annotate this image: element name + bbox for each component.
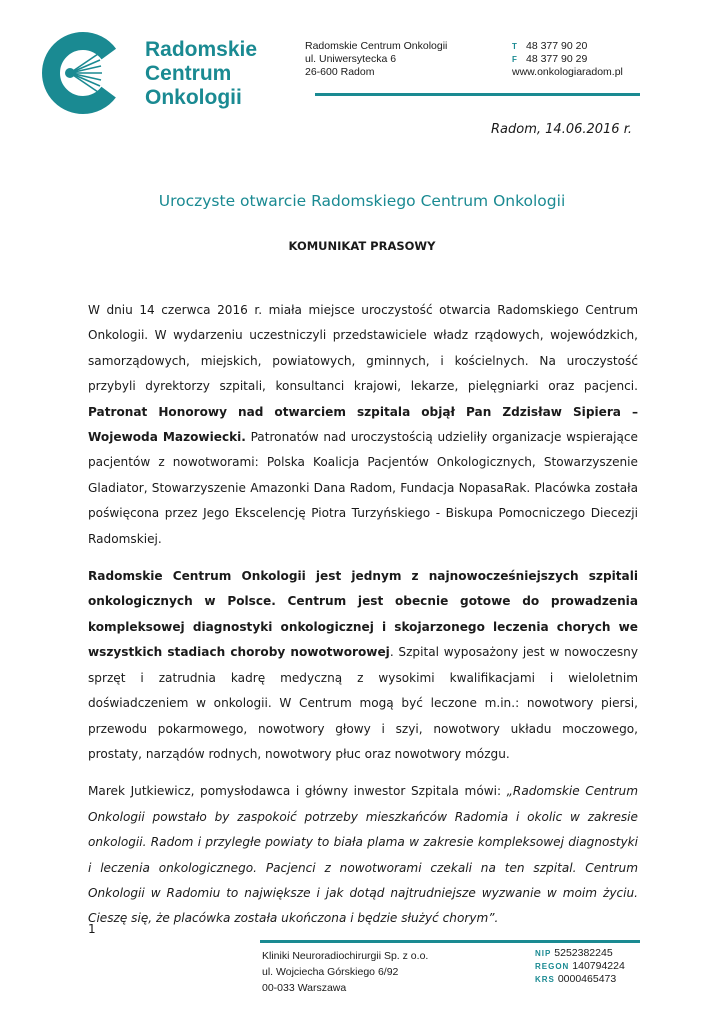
paragraph-2 [88, 564, 638, 767]
logo-line-1: Radomskie [145, 38, 258, 61]
header-address [305, 40, 447, 79]
paragraph-text: . Szpital wyposażony jest w nowoczesny sprzęt i zatrudnia kadrę medyczną z wysokimi kwalifikacjami i wieloletnim doświadczeniem w onkologii. W Centrum mogą być leczone m.in.: nowotwory piersi, przewodu pokarmowego, nowotwory głowy i szyi, nowotwory układu moczowego, prostaty, narządów rodnych, nowotwory płuc oraz nowotwory mózgu. [88, 645, 638, 761]
paragraph-text: Marek Jutkiewicz, pomysłodawca i główny inwestor Szpitala mówi: [88, 784, 507, 799]
footer-address [262, 948, 428, 996]
document-body [88, 298, 638, 944]
header-address-line: Radomskie Centrum Onkologii [305, 40, 448, 52]
phone-key: T [512, 42, 517, 51]
footer-ids [535, 947, 625, 986]
logo-line-3: Onkologii [145, 86, 242, 109]
krs-value: 0000465473 [557, 973, 617, 985]
nip-key: NIP [535, 949, 552, 958]
header-address-line: 26-600 Radom [305, 66, 375, 78]
footer-address-line: ul. Wojciecha Górskiego 6/92 [262, 966, 399, 978]
paragraph-text: W dniu 14 czerwca 2016 r. miała miejsce uroczystość otwarcia Radomskiego Centrum Onkologii. W wydarzeniu uczestniczyli przedstawiciele władz rządowych, wojewódzkich, samorządowych, miejskich, powiatowych, gminnych, i kościelnych. Na uroczystość przybyli dyrektorzy szpitali, konsultanci krajowi, lekarze, pielęgniarki oraz pacjenci. [88, 303, 638, 394]
krs-key: KRS [535, 975, 555, 984]
logo-line-2: Centrum [145, 62, 232, 85]
paragraph-1 [88, 298, 638, 552]
website-link[interactable]: www.onkologiaradom.pl [512, 66, 623, 78]
header-address-line: ul. Uniwersytecka 6 [305, 53, 397, 65]
document-subtitle: KOMUNIKAT PRASOWY [288, 239, 436, 253]
logo-wordmark [145, 38, 257, 110]
fax-number: 48 377 90 29 [526, 53, 588, 65]
paragraph-text: Patronatów nad uroczystością udzieliły organizacje wspierające pacjentów z nowotworami: Polska Koalicja Pacjentów Onkologicznych, Stowarzyszenie Gladiator, Stowarzyszenie Amazonki Dana Radom, Fundacja NopasaRak. Placówka została poświęcona przez Jego Ekscelencję Piotra Turzyńskiego - Biskupa Pomocniczego Diecezji Radomskiej. [88, 430, 638, 546]
fax-key: F [512, 55, 517, 64]
paragraph-bold-text: Patronat Honorowy nad otwarciem szpitala objął Pan Zdzisław Sipiera – Wojewoda Mazowiecki. [88, 404, 638, 445]
paragraph-3 [88, 779, 638, 931]
quote-text: „Radomskie Centrum Onkologii powstało by zaspokoić potrzeby mieszkańców Radomia i okolic w zakresie onkologii. Radom i przyległe powiaty to biała plama w zakresie kompleksowej diagnostyki i leczenia onkologicznego. Pacjenci z nowotworami czekali na ten szpital. Centrum Onkologii w Radomiu to największe i jak dotąd najtrudniejsze wyzwanie w moim życiu. Cieszę się, że placówka została ukończona i będzie służyć chorym”. [88, 784, 638, 926]
footer-address-line: 00-033 Warszawa [262, 982, 347, 994]
header-divider [315, 93, 640, 96]
footer-address-line: Kliniki Neuroradiochirurgii Sp. z o.o. [262, 950, 429, 962]
nip-value: 5252382245 [554, 947, 613, 959]
document-title: Uroczyste otwarcie Radomskiego Centrum Onkologii [158, 192, 566, 210]
footer-divider [260, 940, 640, 943]
logo [40, 30, 280, 116]
page-number: 1 [88, 922, 96, 936]
radiating-c-logo-icon [40, 30, 128, 116]
regon-key: REGON [535, 962, 570, 971]
header-contact [512, 40, 623, 79]
paragraph-bold-text: Radomskie Centrum Onkologii jest jednym z najnowocześniejszych szpitali onkologicznych w Polsce. Centrum jest obecnie gotowe do prowadzenia kompleksowej diagnostyki onkologicznej i skojarzonego leczenia chorych we wszystkich stadiach choroby nowotworowej [88, 569, 638, 660]
regon-value: 140794224 [572, 960, 625, 972]
document-date: Radom, 14.06.2016 r. [491, 122, 632, 137]
phone-number: 48 377 90 20 [526, 40, 588, 52]
